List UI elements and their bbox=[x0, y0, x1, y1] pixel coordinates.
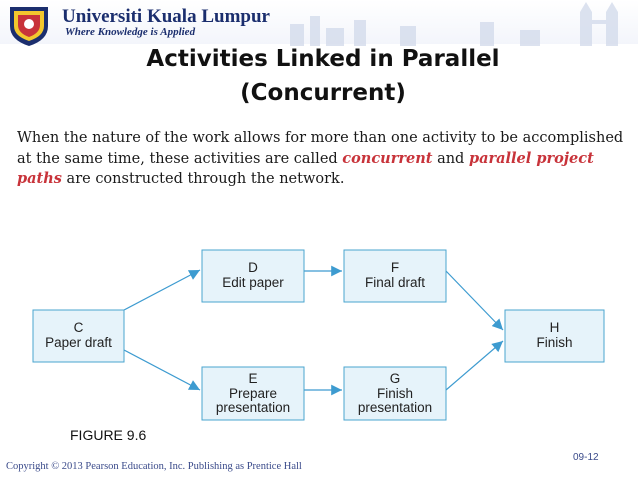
node-e-label bbox=[202, 372, 304, 416]
body-text-part3: are constructed through the network. bbox=[61, 171, 345, 187]
node-d-label bbox=[202, 261, 304, 290]
node-h-label bbox=[505, 321, 604, 350]
node-f-id: F bbox=[390, 260, 400, 275]
edge-g-h bbox=[446, 341, 503, 390]
node-c-name: Paper draft bbox=[45, 334, 112, 350]
highlight-parallel-paths: parallel project paths bbox=[17, 149, 594, 187]
edge-f-h bbox=[446, 271, 503, 330]
node-g-name-2: presentation bbox=[357, 400, 433, 415]
node-c-label bbox=[33, 321, 124, 350]
node-f-label bbox=[344, 261, 446, 290]
node-g-label bbox=[344, 372, 446, 416]
university-name: Universiti Kuala Lumpur bbox=[62, 6, 270, 27]
node-f-name: Final draft bbox=[364, 274, 426, 290]
node-e-name-1: Prepare bbox=[228, 385, 278, 401]
node-c-id: C bbox=[73, 320, 84, 335]
body-text-part1: When the nature of the work allows for more than one activity to be accomplished at the same time, these activities are called bbox=[17, 130, 624, 167]
node-g-id: G bbox=[389, 371, 401, 386]
edge-c-e bbox=[124, 350, 200, 390]
highlight-concurrent: concurrent bbox=[342, 149, 433, 167]
node-h-name: Finish bbox=[536, 334, 573, 350]
node-e-id: E bbox=[248, 371, 258, 386]
node-e-name-2: presentation bbox=[215, 400, 291, 415]
copyright-notice: Copyright © 2013 Pearson Education, Inc. Publishing as Prentice Hall bbox=[6, 461, 302, 472]
slide-title-line2: (Concurrent) bbox=[240, 80, 406, 106]
page-number: 09-12 bbox=[573, 452, 599, 463]
body-text-part2: and bbox=[432, 150, 469, 167]
edge-c-d bbox=[124, 270, 200, 310]
node-h-id: H bbox=[549, 320, 560, 335]
figure-label: FIGURE 9.6 bbox=[70, 427, 147, 443]
slide-title-line1: Activities Linked in Parallel bbox=[146, 46, 500, 72]
node-g-name-1: Finish bbox=[376, 385, 413, 401]
node-d-id: D bbox=[248, 260, 258, 275]
university-tagline: Where Knowledge is Applied bbox=[65, 26, 196, 38]
node-d-name: Edit paper bbox=[222, 274, 284, 290]
